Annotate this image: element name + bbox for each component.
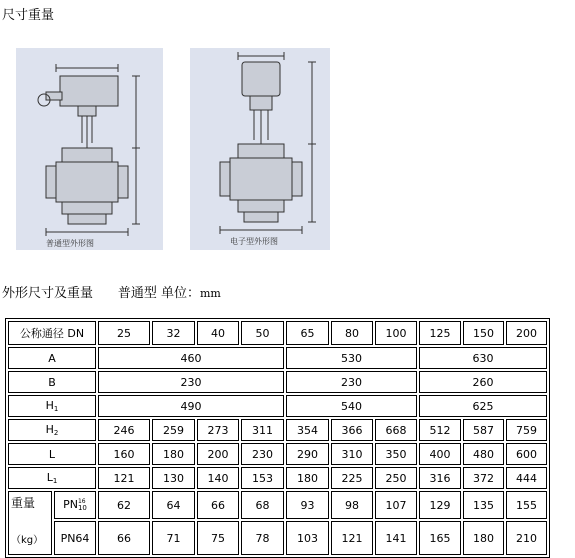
a-value: 630 xyxy=(419,347,547,369)
dn-value: 80 xyxy=(331,321,373,345)
l1-value: 121 xyxy=(98,467,150,489)
table-row-weight-pn64 xyxy=(8,521,547,555)
h1-subscript: 1 xyxy=(53,405,59,413)
pn16-value: 64 xyxy=(152,491,195,519)
h1-letter: H xyxy=(45,399,54,412)
h2-value: 512 xyxy=(419,419,461,441)
pn16-value: 98 xyxy=(331,491,373,519)
l1-letter: L xyxy=(46,471,53,484)
pn64-value: 141 xyxy=(375,521,417,555)
pn16-superscript: 16 xyxy=(77,498,86,505)
l-value: 600 xyxy=(506,443,547,465)
dn-value: 50 xyxy=(241,321,284,345)
electronic-type-drawing xyxy=(190,48,330,250)
table-row-l xyxy=(8,443,547,465)
table-row-h1 xyxy=(8,395,547,417)
ordinary-type-caption: 普通型外形图 xyxy=(46,239,94,248)
b-value: 230 xyxy=(286,371,417,393)
l1-value: 225 xyxy=(331,467,373,489)
dn-value: 125 xyxy=(419,321,461,345)
electronic-type-caption: 电子型外形图 xyxy=(230,237,278,246)
h2-subscript: 2 xyxy=(53,429,59,437)
dn-value: 150 xyxy=(463,321,504,345)
dn-value: 32 xyxy=(152,321,195,345)
pn64-label: PN64 xyxy=(54,521,96,555)
l1-value: 316 xyxy=(419,467,461,489)
dn-value: 65 xyxy=(286,321,329,345)
h2-value: 759 xyxy=(506,419,547,441)
pn16-letters: PN xyxy=(63,498,78,511)
pn16-label xyxy=(54,491,96,519)
a-value: 460 xyxy=(98,347,284,369)
h2-value: 354 xyxy=(286,419,329,441)
table-row-a xyxy=(8,347,547,369)
b-value: 230 xyxy=(98,371,284,393)
dn-value: 200 xyxy=(506,321,547,345)
electronic-valve-illustration xyxy=(190,48,330,250)
l-value: 160 xyxy=(98,443,150,465)
dn-value: 40 xyxy=(197,321,239,345)
l1-value: 180 xyxy=(286,467,329,489)
weight-label-unit: （kg） xyxy=(11,535,44,546)
row-label-h2 xyxy=(8,419,96,441)
l-value: 180 xyxy=(152,443,195,465)
l1-subscript: 1 xyxy=(52,477,58,485)
pn16-value: 66 xyxy=(197,491,239,519)
row-label-a: A xyxy=(8,347,96,369)
l1-value: 140 xyxy=(197,467,239,489)
l-value: 200 xyxy=(197,443,239,465)
heading-unit: mm xyxy=(199,287,221,300)
pn64-value: 121 xyxy=(331,521,373,555)
heading-unit-label: 单位： xyxy=(160,286,200,301)
table-row-h2 xyxy=(8,419,547,441)
pn16-value: 107 xyxy=(375,491,417,519)
h2-value: 246 xyxy=(98,419,150,441)
pn64-value: 180 xyxy=(463,521,504,555)
l1-value: 372 xyxy=(463,467,504,489)
pn16-value: 155 xyxy=(506,491,547,519)
heading-type: 普通型 xyxy=(117,286,157,301)
dn-value: 100 xyxy=(375,321,417,345)
dn-value: 25 xyxy=(98,321,150,345)
h1-value: 625 xyxy=(419,395,547,417)
l-value: 290 xyxy=(286,443,329,465)
ordinary-valve-illustration xyxy=(16,48,163,250)
heading-title: 外形尺寸及重量 xyxy=(2,286,94,301)
section-title: 尺寸重量 xyxy=(2,8,55,23)
table-row-l1 xyxy=(8,467,547,489)
pn16-value: 93 xyxy=(286,491,329,519)
h2-value: 668 xyxy=(375,419,417,441)
h1-value: 540 xyxy=(286,395,417,417)
pn64-value: 66 xyxy=(98,521,150,555)
pn64-value: 71 xyxy=(152,521,195,555)
h2-value: 311 xyxy=(241,419,284,441)
pn64-value: 78 xyxy=(241,521,284,555)
l-value: 310 xyxy=(331,443,373,465)
l-value: 480 xyxy=(463,443,504,465)
h2-value: 366 xyxy=(331,419,373,441)
h2-value: 273 xyxy=(197,419,239,441)
row-label-l1 xyxy=(8,467,96,489)
pn64-value: 75 xyxy=(197,521,239,555)
l1-value: 444 xyxy=(506,467,547,489)
pn64-value: 103 xyxy=(286,521,329,555)
h2-value: 259 xyxy=(152,419,195,441)
weight-label xyxy=(8,491,52,555)
pn16-value: 62 xyxy=(98,491,150,519)
l1-value: 130 xyxy=(152,467,195,489)
l-value: 350 xyxy=(375,443,417,465)
b-value: 260 xyxy=(419,371,547,393)
h2-letter: H xyxy=(45,423,54,436)
dimension-weight-table xyxy=(5,318,550,558)
pn16-value: 129 xyxy=(419,491,461,519)
pn16-value: 68 xyxy=(241,491,284,519)
row-label-l: L xyxy=(8,443,96,465)
ordinary-type-drawing xyxy=(16,48,163,250)
l-value: 230 xyxy=(241,443,284,465)
a-value: 530 xyxy=(286,347,417,369)
table-row-dn xyxy=(8,321,547,345)
l-value: 400 xyxy=(419,443,461,465)
dn-label: 公称通径 DN xyxy=(8,321,96,345)
row-label-b: B xyxy=(8,371,96,393)
pn64-value: 210 xyxy=(506,521,547,555)
pn16-value: 135 xyxy=(463,491,504,519)
weight-label-top: 重量 xyxy=(11,496,36,510)
h1-value: 490 xyxy=(98,395,284,417)
h2-value: 587 xyxy=(463,419,504,441)
row-label-h1 xyxy=(8,395,96,417)
pn64-value: 165 xyxy=(419,521,461,555)
table-row-weight-pn16 xyxy=(8,491,547,519)
table-heading xyxy=(2,282,221,301)
table-row-b xyxy=(8,371,547,393)
l1-value: 250 xyxy=(375,467,417,489)
l1-value: 153 xyxy=(241,467,284,489)
pn16-subscript: 10 xyxy=(77,504,87,512)
